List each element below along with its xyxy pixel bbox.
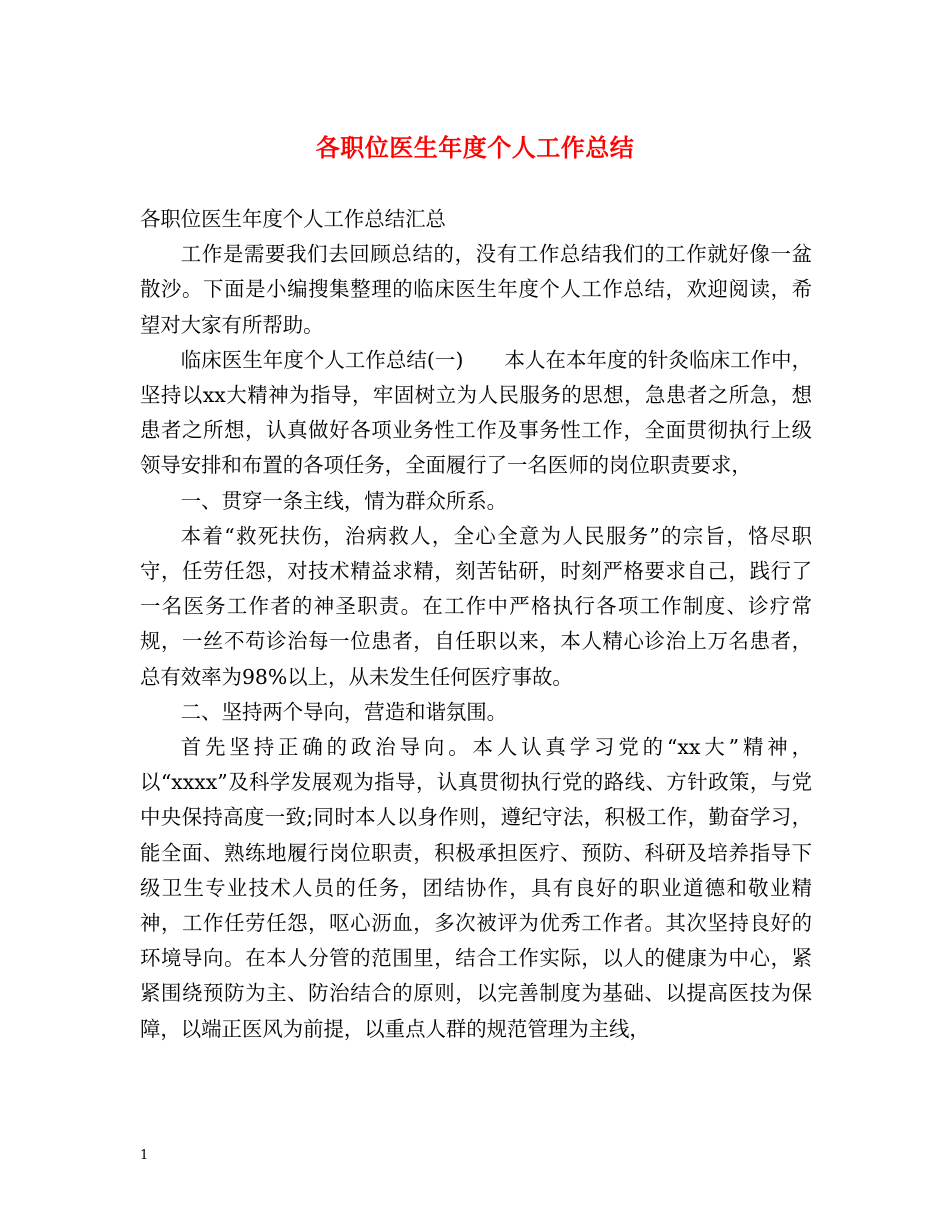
document-title: 各职位医生年度个人工作总结 bbox=[315, 134, 635, 162]
paragraph-section-one: 本着“救死扶伤，治病救人，全心全意为人民服务”的宗旨，恪尽职守，任劳任怨，对技术精益求精，刻苦钻研，时刻严格要求自己，践行了一名医务工作者的神圣职责。在工作中严格执行各项工作制度、诊疗常规，一丝不苟诊治每一位患者，自任职以来，本人精心诊治上万名患者，总有效率为98%以上，从未发生任何医疗事故。 bbox=[140, 523, 812, 689]
paragraph-summary-one: 临床医生年度个人工作总结(一) 本人在本年度的针灸临床工作中，坚持以xx大精神为指导，牢固树立为人民服务的思想，急患者之所急，想患者之所想，认真做好各项业务性工作及事务性工作，全面贯彻执行上级领导安排和布置的各项任务，全面履行了一名医师的岗位职责要求， bbox=[140, 347, 812, 478]
section-heading-one: 一、贯穿一条主线，情为群众所系。 bbox=[180, 488, 508, 513]
document-body bbox=[140, 202, 812, 1047]
section-heading-two: 二、坚持两个导向，营造和谐氛围。 bbox=[180, 699, 508, 724]
paragraph-intro: 工作是需要我们去回顾总结的，没有工作总结我们的工作就好像一盆散沙。下面是小编搜集整理的临床医生年度个人工作总结，欢迎阅读，希望对大家有所帮助。 bbox=[140, 242, 812, 337]
page-number: 1 bbox=[140, 1148, 149, 1163]
paragraph-section-two: 首先坚持正确的政治导向。本人认真学习党的“xx大”精神，以“xxxx”及科学发展观为指导，认真贯彻执行党的路线、方针政策，与党中央保持高度一致;同时本人以身作则，遵纪守法，积极工作，勤奋学习，能全面、熟练地履行岗位职责，积极承担医疗、预防、科研及培养指导下级卫生专业技术人员的任务，团结协作，具有良好的职业道德和敬业精神，工作任劳任怨，呕心沥血，多次被评为优秀工作者。其次坚持良好的环境导向。在本人分管的范围里，结合工作实际，以人的健康为中心，紧紧围绕预防为主、防治结合的原则，以完善制度为基础、以提高医技为保障，以端正医风为前提，以重点人群的规范管理为主线， bbox=[140, 735, 812, 1041]
paragraph-subtitle: 各职位医生年度个人工作总结汇总 bbox=[140, 207, 446, 231]
